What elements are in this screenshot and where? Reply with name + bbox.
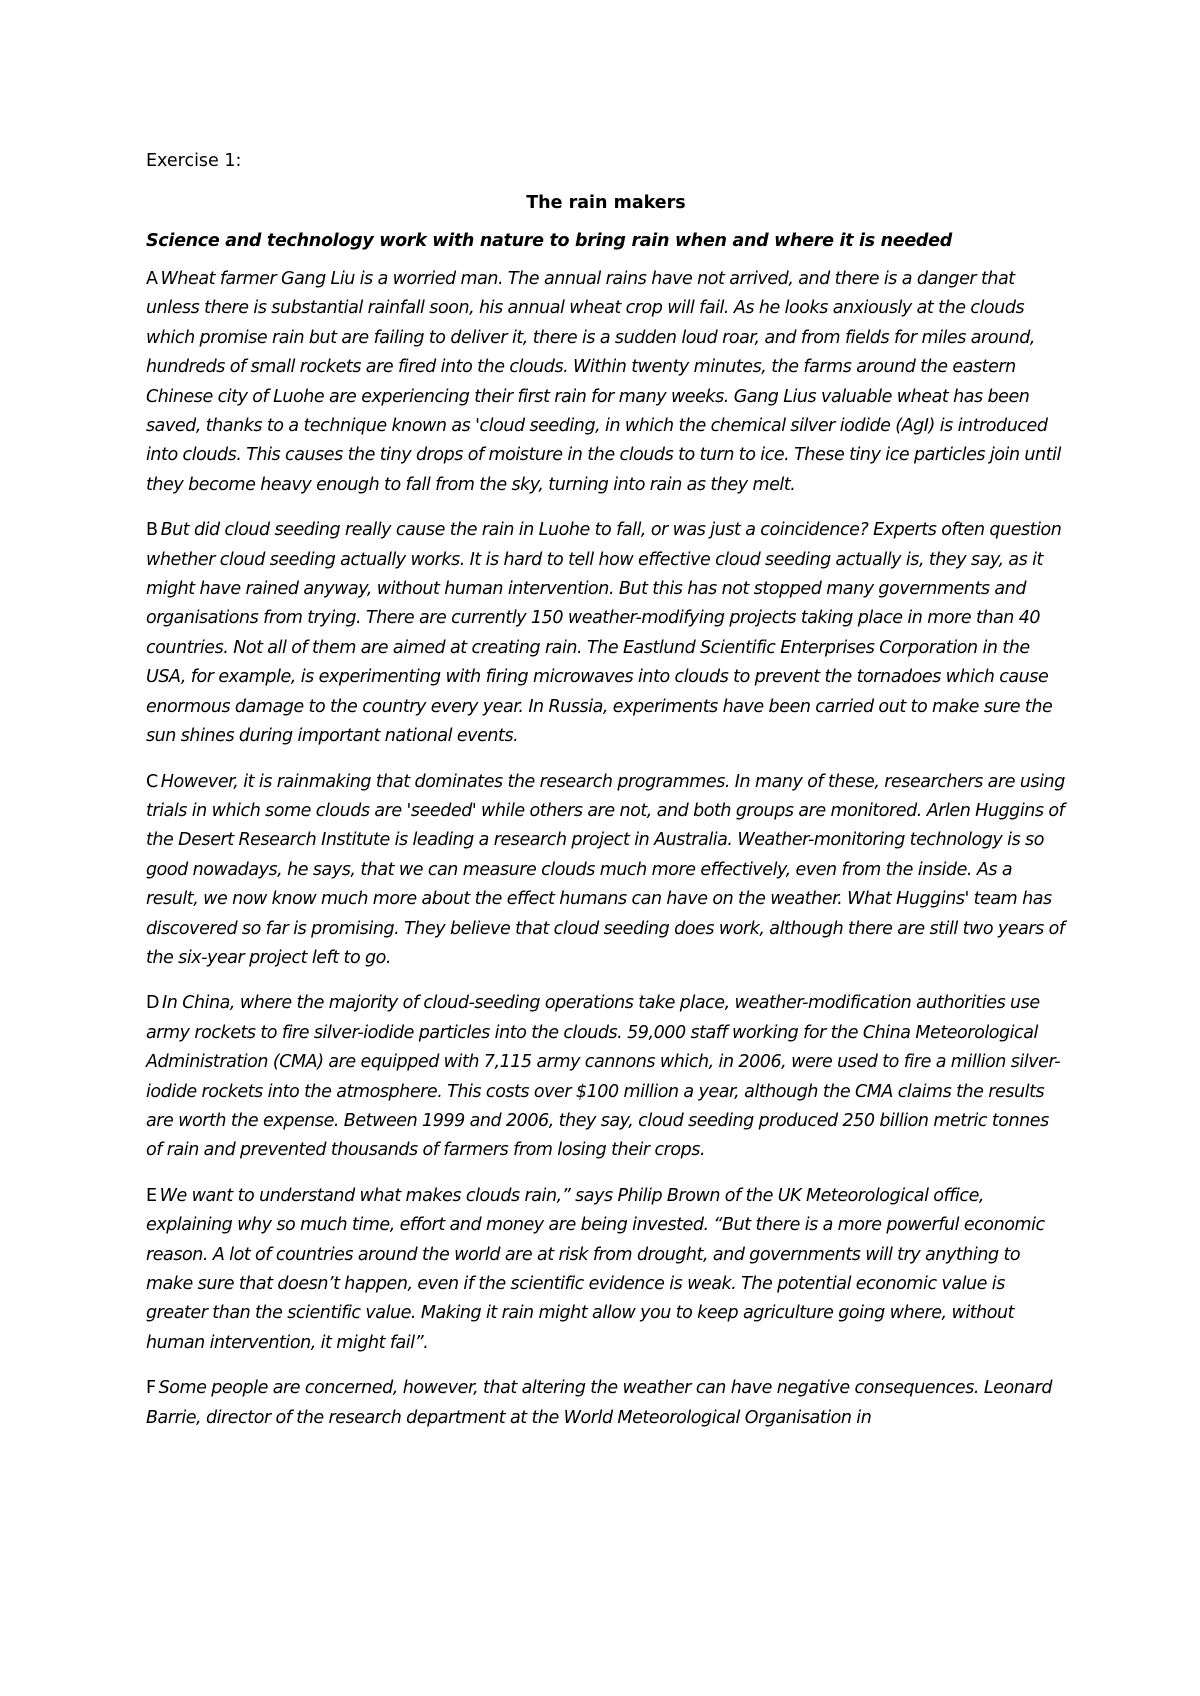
paragraph-letter: E xyxy=(146,1185,157,1206)
paragraph-text: In China, where the majority of cloud-seeding operations take place, weather-modification authorities use army rockets to fire silver-iodide particles into the clouds. 59,000 staff working for the China Meteorological Administration (CMA) are equipped with 7,115 army cannons which, in 2006, were used to fire a million silver-iodide rockets into the atmosphere. This costs over $100 million a year, although the CMA claims the results are worth the expense. Between 1999 and 2006, they say, cloud seeding produced 250 billion metric tonnes of rain and prevented thousands of farmers from losing their crops. xyxy=(146,993,1061,1161)
exercise-label: Exercise 1: xyxy=(146,151,242,171)
paragraph-letter: A xyxy=(146,269,158,289)
paragraph-b xyxy=(146,516,1066,751)
document-page xyxy=(146,148,1066,1449)
paragraph-f xyxy=(146,1374,1066,1433)
paragraph-a xyxy=(146,265,1066,500)
paragraph-e xyxy=(146,1182,1066,1358)
document-title: The rain makers xyxy=(526,193,686,213)
paragraph-letter: C xyxy=(146,771,158,792)
paragraph-text: However, it is rainmaking that dominates the research programmes. In many of these, researchers are using trials in which some clouds are 'seeded' while others are not, and both groups are monitored. Arlen Huggins of the Desert Research Institute is leading a research project in Australia. Weather-monitoring technology is so good nowadays, he says, that we can measure clouds much more effectively, even from the inside. As a result, we now know much more about the effect humans can have on the weather. What Huggins' team has discovered so far is promising. They believe that cloud seeding does work, although there are still two years of the six-year project left to go. xyxy=(146,771,1065,968)
paragraph-c xyxy=(146,768,1066,974)
paragraph-letter: D xyxy=(146,993,160,1014)
paragraph-text: We want to understand what makes clouds rain,” says Philip Brown of the UK Meteorological office, explaining why so much time, effort and money are being invested. “But there is a more powerful economic reason. A lot of countries around the world are at risk from drought, and governments will try anything to make sure that doesn’t happen, even if the scientific evidence is weak. The potential economic value is greater than the scientific value. Making it rain might allow you to keep agriculture going where, without human intervention, it might fail”. xyxy=(146,1185,1045,1353)
paragraph-letter: B xyxy=(146,520,158,541)
paragraph-text: Some people are concerned, however, that altering the weather can have negative consequences. Leonard Barrie, director of the research department at the World Meteorological Organisation in xyxy=(146,1378,1053,1428)
paragraph-text: But did cloud seeding really cause the rain in Luohe to fall, or was just a coincidence? Experts often question whether cloud seeding actually works. It is hard to tell how effective cloud seeding actually is, they say, as it might have rained anyway, without human intervention. But this has not stopped many governments and organisations from trying. There are currently 150 weather-modifying projects taking place in more than 40 countries. Not all of them are aimed at creating rain. The Eastlund Scientific Enterprises Corporation in the USA, for example, is experimenting with firing microwaves into clouds to prevent the tornadoes which cause enormous damage to the country every year. In Russia, experiments have been carried out to make sure the sun shines during important national events. xyxy=(146,520,1062,747)
paragraph-d xyxy=(146,989,1066,1165)
paragraph-text: Wheat farmer Gang Liu is a worried man. The annual rains have not arrived, and there is a danger that unless there is substantial rainfall soon, his annual wheat crop will fail. As he looks anxiously at the clouds which promise rain but are failing to deliver it, there is a sudden loud roar, and from fields for miles around, hundreds of small rockets are fired into the clouds. Within twenty minutes, the farms around the eastern Chinese city of Luohe are experiencing their first rain for many weeks. Gang Lius valuable wheat has been saved, thanks to a technique known as 'cloud seeding, in which the chemical silver iodide (AgI) is introduced into clouds. This causes the tiny drops of moisture in the clouds to turn to ice. These tiny ice particles join until they become heavy enough to fall from the sky, turning into rain as they melt. xyxy=(146,269,1061,495)
paragraph-letter: F xyxy=(146,1378,156,1399)
document-subtitle: Science and technology work with nature to bring rain when and where it is needed xyxy=(146,231,952,251)
